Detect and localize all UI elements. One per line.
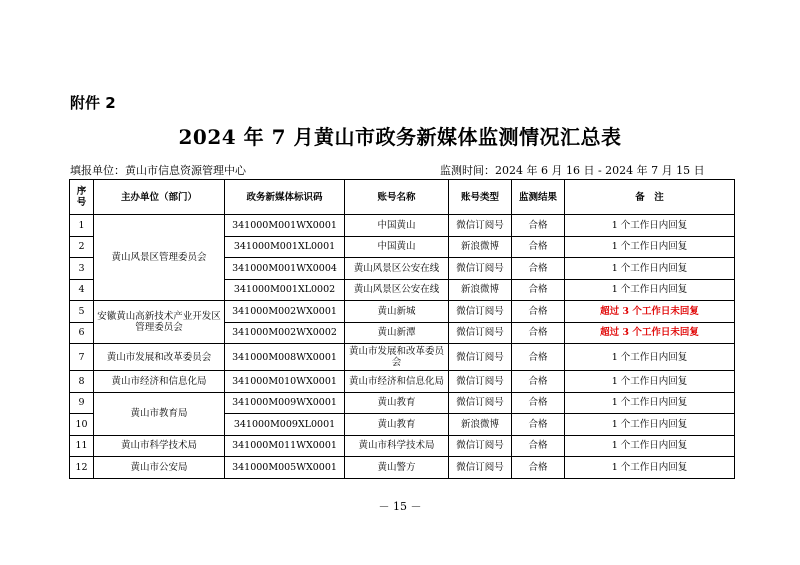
- result-cell: 合格: [512, 371, 565, 393]
- row-no: 3: [70, 258, 94, 280]
- type-cell: 微信订阅号: [449, 301, 512, 323]
- account-cell: 黄山市经济和信息化局: [345, 371, 449, 393]
- result-cell: 合格: [512, 279, 565, 301]
- type-cell: 微信订阅号: [449, 392, 512, 414]
- code-cell: 341000M011WX0001: [225, 435, 345, 457]
- code-cell: 341000M002WX0002: [225, 322, 345, 344]
- table-row: [70, 215, 735, 237]
- type-cell: 微信订阅号: [449, 322, 512, 344]
- row-no: 12: [70, 457, 94, 479]
- table-row: [70, 392, 735, 414]
- code-cell: 341000M001WX0004: [225, 258, 345, 280]
- note-cell: 1 个工作日内回复: [565, 414, 735, 436]
- note-cell: 1 个工作日内回复: [565, 435, 735, 457]
- unit-cell: 安徽黄山高新技术产业开发区管理委员会: [94, 301, 225, 344]
- header-type: 账号类型: [449, 180, 512, 215]
- table-header-row: [70, 180, 735, 215]
- result-cell: 合格: [512, 236, 565, 258]
- annex-label: 附件 2: [70, 94, 116, 112]
- summary-table: [69, 179, 735, 479]
- account-cell: 黄山警方: [345, 457, 449, 479]
- header-code: 政务新媒体标识码: [225, 180, 345, 215]
- row-no: 2: [70, 236, 94, 258]
- row-no: 8: [70, 371, 94, 393]
- code-cell: 341000M001XL0001: [225, 236, 345, 258]
- unit-cell: 黄山市公安局: [94, 457, 225, 479]
- note-cell: 1 个工作日内回复: [565, 215, 735, 237]
- type-cell: 新浪微博: [449, 414, 512, 436]
- account-cell: 黄山教育: [345, 414, 449, 436]
- type-cell: 微信订阅号: [449, 457, 512, 479]
- unit-cell: 黄山市发展和改革委员会: [94, 344, 225, 371]
- note-cell-alert: 超过 3 个工作日未回复: [565, 301, 735, 323]
- result-cell: 合格: [512, 457, 565, 479]
- type-cell: 微信订阅号: [449, 258, 512, 280]
- note-cell: 1 个工作日内回复: [565, 236, 735, 258]
- unit-cell: 黄山市经济和信息化局: [94, 371, 225, 393]
- account-cell: 中国黄山: [345, 215, 449, 237]
- note-cell: 1 个工作日内回复: [565, 258, 735, 280]
- code-cell: 341000M009XL0001: [225, 414, 345, 436]
- note-cell: 1 个工作日内回复: [565, 392, 735, 414]
- page-number: － 15 －: [378, 500, 422, 513]
- type-cell: 微信订阅号: [449, 435, 512, 457]
- account-cell: 中国黄山: [345, 236, 449, 258]
- result-cell: 合格: [512, 344, 565, 371]
- type-cell: 微信订阅号: [449, 215, 512, 237]
- note-cell-alert: 超过 3 个工作日未回复: [565, 322, 735, 344]
- result-cell: 合格: [512, 435, 565, 457]
- account-cell: 黄山市发展和改革委员会: [345, 344, 449, 371]
- header-unit: 主办单位（部门）: [94, 180, 225, 215]
- result-cell: 合格: [512, 301, 565, 323]
- account-cell: 黄山新潭: [345, 322, 449, 344]
- row-no: 5: [70, 301, 94, 323]
- page-title: 2024 年 7 月黄山市政务新媒体监测情况汇总表: [178, 125, 622, 149]
- unit-cell: 黄山风景区管理委员会: [94, 215, 225, 301]
- unit-cell: 黄山市教育局: [94, 392, 225, 435]
- type-cell: 微信订阅号: [449, 344, 512, 371]
- fill-unit: 填报单位：黄山市信息资源管理中心: [70, 164, 246, 177]
- result-cell: 合格: [512, 215, 565, 237]
- row-no: 4: [70, 279, 94, 301]
- code-cell: 341000M001WX0001: [225, 215, 345, 237]
- type-cell: 微信订阅号: [449, 371, 512, 393]
- result-cell: 合格: [512, 392, 565, 414]
- row-no: 10: [70, 414, 94, 436]
- account-cell: 黄山风景区公安在线: [345, 279, 449, 301]
- code-cell: 341000M002WX0001: [225, 301, 345, 323]
- monitor-time: 监测时间：2024 年 6 月 16 日 - 2024 年 7 月 15 日: [440, 164, 705, 177]
- note-cell: 1 个工作日内回复: [565, 279, 735, 301]
- header-note: 备 注: [565, 180, 735, 215]
- code-cell: 341000M010WX0001: [225, 371, 345, 393]
- account-cell: 黄山风景区公安在线: [345, 258, 449, 280]
- account-cell: 黄山教育: [345, 392, 449, 414]
- account-cell: 黄山新城: [345, 301, 449, 323]
- result-cell: 合格: [512, 414, 565, 436]
- table-row: [70, 371, 735, 393]
- account-cell: 黄山市科学技术局: [345, 435, 449, 457]
- table-row: [70, 301, 735, 323]
- row-no: 11: [70, 435, 94, 457]
- row-no: 6: [70, 322, 94, 344]
- table-row: [70, 435, 735, 457]
- table-row: [70, 344, 735, 371]
- row-no: 1: [70, 215, 94, 237]
- row-no: 9: [70, 392, 94, 414]
- result-cell: 合格: [512, 322, 565, 344]
- unit-cell: 黄山市科学技术局: [94, 435, 225, 457]
- note-cell: 1 个工作日内回复: [565, 371, 735, 393]
- note-cell: 1 个工作日内回复: [565, 344, 735, 371]
- code-cell: 341000M008WX0001: [225, 344, 345, 371]
- code-cell: 341000M001XL0002: [225, 279, 345, 301]
- header-account: 账号名称: [345, 180, 449, 215]
- type-cell: 新浪微博: [449, 279, 512, 301]
- row-no: 7: [70, 344, 94, 371]
- header-no: 序号: [70, 180, 94, 215]
- code-cell: 341000M009WX0001: [225, 392, 345, 414]
- result-cell: 合格: [512, 258, 565, 280]
- type-cell: 新浪微博: [449, 236, 512, 258]
- code-cell: 341000M005WX0001: [225, 457, 345, 479]
- header-result: 监测结果: [512, 180, 565, 215]
- note-cell: 1 个工作日内回复: [565, 457, 735, 479]
- table-row: [70, 457, 735, 479]
